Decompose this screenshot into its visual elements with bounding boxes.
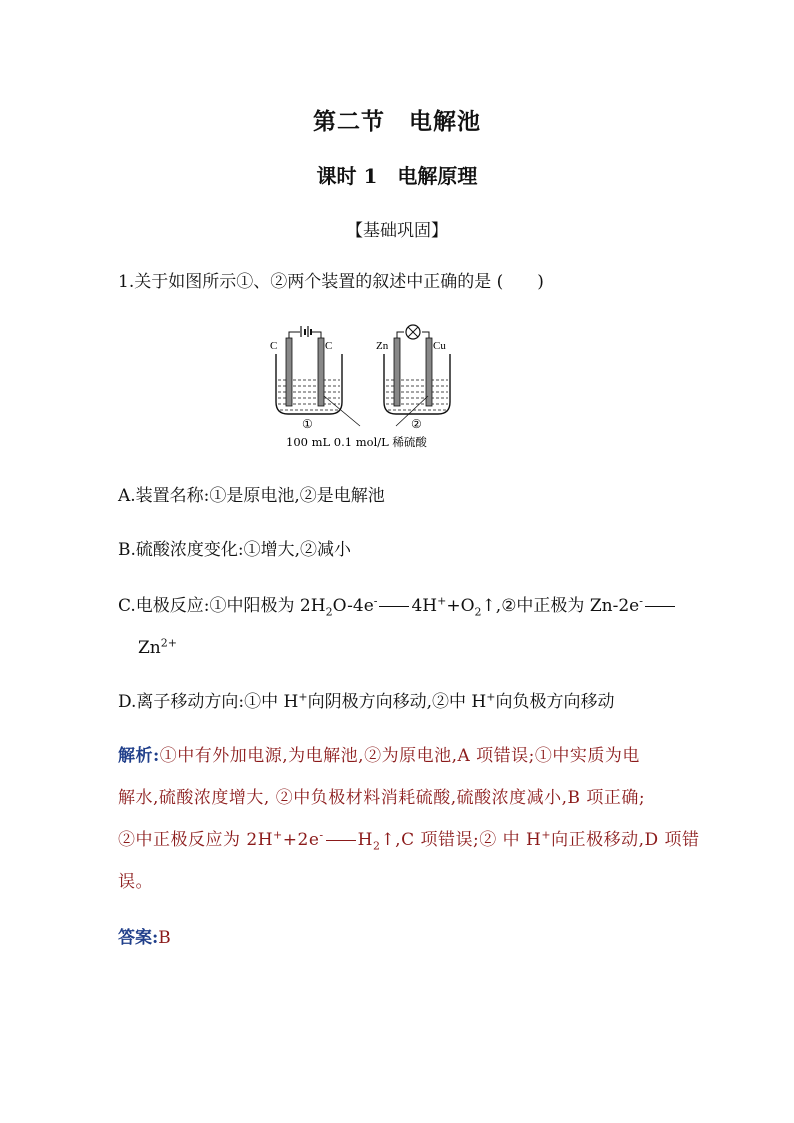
answer xyxy=(118,926,171,950)
apparatus-figure xyxy=(268,322,458,452)
option-a: A.装置名称:①是原电池,②是电解池 xyxy=(118,486,385,506)
solution-label: 解析: xyxy=(118,746,160,766)
solution-line-1: 解析:①中有外加电源,为电解池,②为原电池,A 项错误;①中实质为电 xyxy=(118,746,640,766)
solution-line-2: 解水,硫酸浓度增大, ②中负极材料消耗硫酸,硫酸浓度减小,B 项正确; xyxy=(118,788,646,808)
answer-value: B xyxy=(158,928,171,948)
solution-line-4: 误。 xyxy=(118,872,153,892)
label-c-right: C xyxy=(325,340,333,352)
figure-caption: 100 mL 0.1 mol/L 稀硫酸 xyxy=(286,435,427,449)
galvanic-cell xyxy=(384,325,450,414)
answer-label: 答案: xyxy=(118,928,159,948)
reaction-arrow xyxy=(645,606,675,607)
section-heading: 【基础巩固】 xyxy=(346,221,448,241)
page-title: 第二节 电解池 xyxy=(313,108,481,135)
option-b: B.硫酸浓度变化:①增大,②减小 xyxy=(118,540,352,560)
option-c-continued: $Zn^{2+}$ xyxy=(138,636,177,658)
option-d: D.离子移动方向:①中 H+向阴极方向移动,②中 H+向负极方向移动 xyxy=(118,690,615,712)
label-device-1: ① xyxy=(302,417,313,431)
label-c-left: C xyxy=(270,340,278,352)
label-zn: Zn xyxy=(376,340,389,352)
option-c: C.电极反应:①中阳极为 $2H_2O-4e^-$ $4H^++O_2↑,②$中正极为 Zn-2e- xyxy=(118,594,677,618)
question-stem: 1.关于如图所示①、②两个装置的叙述中正确的是 ( ) xyxy=(118,272,544,292)
reaction-arrow xyxy=(379,606,409,607)
reaction-arrow xyxy=(326,840,356,841)
solution-line-3: ②中正极反应为 2H++2e- $H_2↑,C$ 项错误;② 中 H+向正极移动,D 项错 xyxy=(118,828,700,853)
label-device-2: ② xyxy=(411,417,422,431)
lesson-subtitle: 课时 1 电解原理 xyxy=(316,164,478,188)
label-cu: Cu xyxy=(433,340,446,352)
